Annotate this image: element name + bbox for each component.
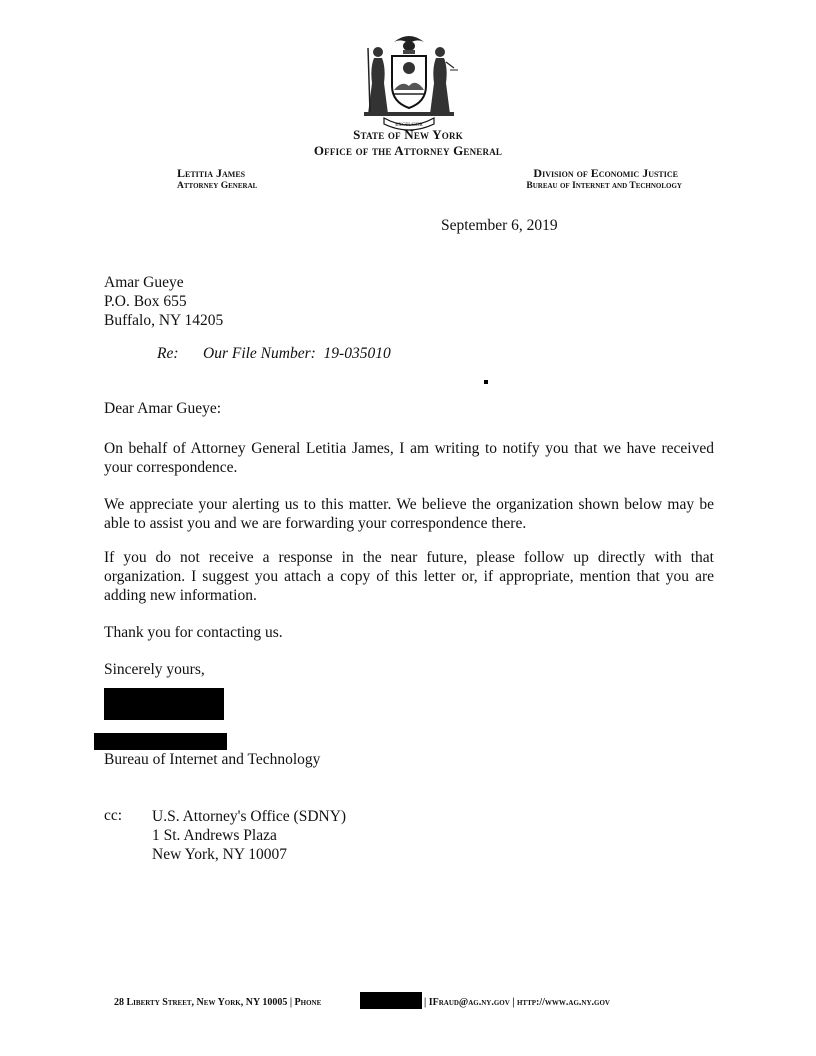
recipient-address — [104, 273, 223, 330]
office-name: Office of the Attorney General — [313, 143, 503, 158]
scan-mark — [484, 380, 488, 384]
division-name: Division of Economic Justice — [533, 166, 678, 180]
attorney-general-title: Attorney General — [177, 181, 258, 191]
recipient-name: Amar Gueye — [104, 274, 184, 291]
cc-recipient — [152, 807, 346, 864]
attorney-general-name: Letitia James — [177, 166, 246, 180]
state-name: State of New York — [353, 127, 463, 142]
footer-contact: | IFraud@ag.ny.gov | http://www.ag.ny.gov — [424, 997, 610, 1008]
letterhead — [0, 127, 816, 159]
re-label: Re: — [157, 345, 179, 362]
new-york-state-seal-icon — [354, 28, 464, 132]
cc-line-3: New York, NY 10007 — [152, 846, 288, 863]
seal-motto: EXCELSIOR — [395, 123, 423, 128]
paragraph-1: On behalf of Attorney General Letitia James, I am writing to notify you that we have received your correspondence. — [104, 440, 714, 476]
cc-line-2: 1 St. Andrews Plaza — [152, 827, 277, 844]
cc-label: cc: — [104, 807, 123, 824]
redacted-signature — [104, 688, 224, 720]
letter-date: September 6, 2019 — [441, 217, 558, 234]
recipient-address-line1: P.O. Box 655 — [104, 293, 187, 310]
cc-line-1: U.S. Attorney's Office (SDNY) — [152, 808, 347, 825]
signature-bureau: Bureau of Internet and Technology — [104, 751, 321, 768]
file-number: Our File Number: 19-035010 — [203, 345, 391, 362]
salutation: Dear Amar Gueye: — [104, 400, 222, 417]
footer-address: 28 Liberty Street, New York, NY 10005 | Phone — [114, 997, 322, 1008]
paragraph-2: We appreciate your alerting us to this matter. We believe the organization shown below may be able to assist you and we are forwarding your correspondence there. — [104, 496, 714, 532]
redacted-signer-name — [94, 733, 227, 750]
redacted-phone — [360, 992, 422, 1009]
closing: Sincerely yours, — [104, 661, 205, 678]
paragraph-3: If you do not receive a response in the near future, please follow up directly with that organization. I suggest you attach a copy of this letter or, if appropriate, mention that you are adding new information. — [104, 549, 714, 604]
bureau-name: Bureau of Internet and Technology — [526, 181, 682, 191]
recipient-address-line2: Buffalo, NY 14205 — [104, 312, 224, 329]
paragraph-4: Thank you for contacting us. — [104, 624, 283, 641]
